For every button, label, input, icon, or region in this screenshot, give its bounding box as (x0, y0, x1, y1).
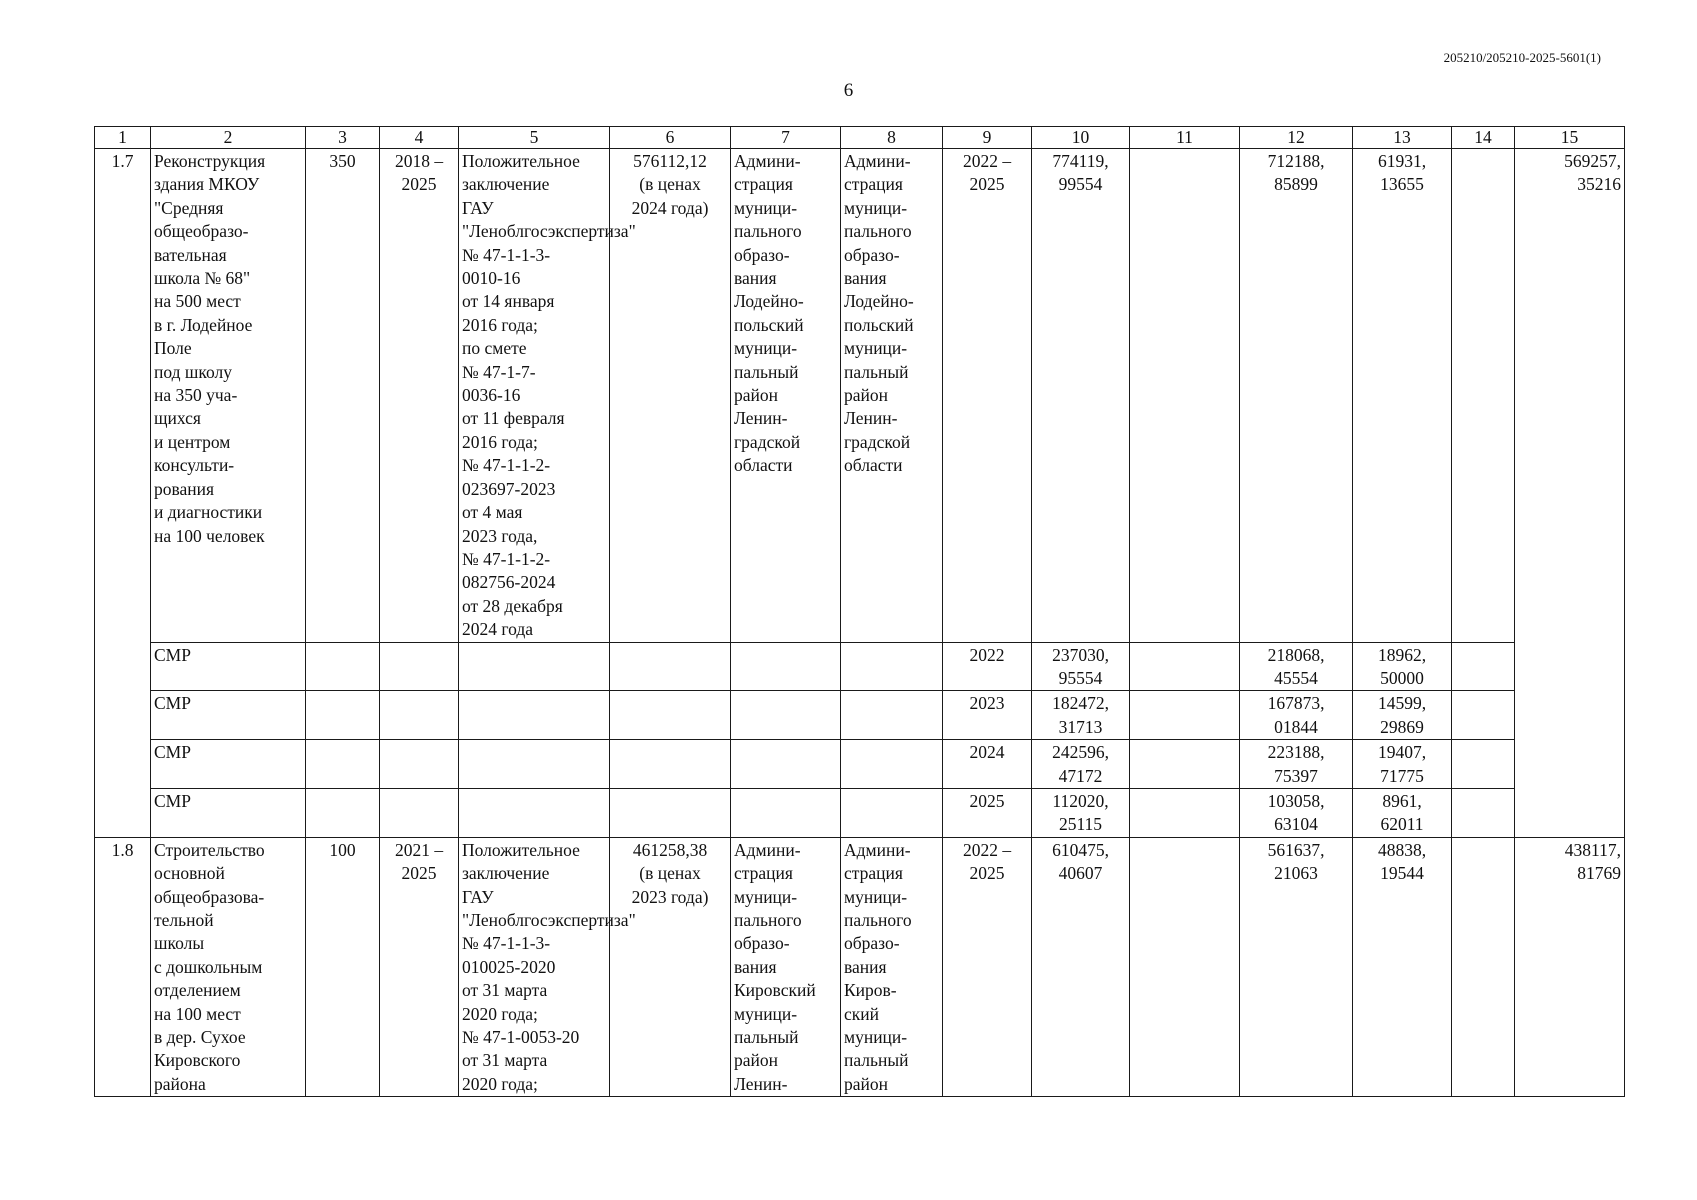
estimated-cost: 461258,38 (в ценах 2023 года) (610, 837, 731, 1096)
other-sources (1452, 149, 1515, 643)
client: Админи- страция муници- пального образо- вания Кировский муници- пальный район Ленин- (731, 837, 841, 1096)
column-number: 5 (459, 127, 610, 149)
financing-year: 2023 (943, 691, 1032, 740)
total-amount: 112020, 25115 (1032, 788, 1130, 837)
total-amount: 610475, 40607 (1032, 837, 1130, 1096)
other-sources (1452, 837, 1515, 1096)
table-row (95, 837, 1625, 1096)
total-amount: 237030, 95554 (1032, 642, 1130, 691)
work-type: СМР (151, 740, 306, 789)
regional-budget: 561637, 21063 (1240, 837, 1353, 1096)
table-row (95, 691, 1625, 740)
local-budget: 8961, 62011 (1353, 788, 1452, 837)
total-amount: 182472, 31713 (1032, 691, 1130, 740)
work-type: СМР (151, 691, 306, 740)
column-number: 15 (1515, 127, 1625, 149)
expert-conclusion: Положительное заключение ГАУ "Леноблгосэкспертиза" № 47-1-1-3- 0010-16 от 14 января 2016 года; по смете № 47-1-7- 0036-16 от 11 февраля 2016 года; № 47-1-1-2- 023697-2023 от 4 мая 2023 года, № 47-1-1-2- 082756-2024 от 28 декабря 2024 года (459, 149, 610, 643)
local-budget: 48838, 19544 (1353, 837, 1452, 1096)
local-budget: 14599, 29869 (1353, 691, 1452, 740)
expert-conclusion: Положительное заключение ГАУ "Леноблгосэкспертиза" № 47-1-1-3- 010025-2020 от 31 марта 2020 года; № 47-1-0053-20 от 31 марта 2020 года; (459, 837, 610, 1096)
object-name: Реконструкция здания МКОУ "Средняя общеобразо- вательная школа № 68" на 500 мест в г. Лодейное Поле под школу на 350 уча- щихся и центром консульти- рования и диагностики на 100 человек (151, 149, 306, 643)
work-type: СМР (151, 788, 306, 837)
column-number: 9 (943, 127, 1032, 149)
regional-budget: 712188, 85899 (1240, 149, 1353, 643)
column-number: 2 (151, 127, 306, 149)
document-id: 205210/205210-2025-5601(1) (1443, 50, 1601, 65)
local-budget: 18962, 50000 (1353, 642, 1452, 691)
regional-budget: 223188, 75397 (1240, 740, 1353, 789)
financing-years: 2022 – 2025 (943, 149, 1032, 643)
column-number: 10 (1032, 127, 1130, 149)
table-row (95, 149, 1625, 643)
column-number: 7 (731, 127, 841, 149)
estimated-cost: 576112,12 (в ценах 2024 года) (610, 149, 731, 643)
row-number: 1.8 (95, 837, 151, 1096)
investment-table (94, 126, 1625, 1097)
construction-period: 2021 – 2025 (380, 837, 459, 1096)
column-number: 1 (95, 127, 151, 149)
row-number: 1.7 (95, 149, 151, 838)
federal-budget (1130, 149, 1240, 643)
object-name: Строительство основной общеобразова- тельной школы с дошкольным отделением на 100 мест в дер. Сухое Кировского района (151, 837, 306, 1096)
remaining-cost: 569257, 35216 (1515, 149, 1625, 838)
regional-budget: 103058, 63104 (1240, 788, 1353, 837)
column-number: 6 (610, 127, 731, 149)
regional-budget: 218068, 45554 (1240, 642, 1353, 691)
column-number: 11 (1130, 127, 1240, 149)
capacity: 100 (306, 837, 380, 1096)
local-budget: 19407, 71775 (1353, 740, 1452, 789)
column-number: 14 (1452, 127, 1515, 149)
work-type: СМР (151, 642, 306, 691)
total-amount: 242596, 47172 (1032, 740, 1130, 789)
remaining-cost: 438117, 81769 (1515, 837, 1625, 1096)
capacity: 350 (306, 149, 380, 643)
construction-period: 2018 – 2025 (380, 149, 459, 643)
table-row (95, 642, 1625, 691)
recipient: Админи- страция муници- пального образо- вания Лодейно- польский муници- пальный район Ленин- градской области (841, 149, 943, 643)
recipient: Админи- страция муници- пального образо- вания Киров- ский муници- пальный район (841, 837, 943, 1096)
financing-year: 2024 (943, 740, 1032, 789)
column-number: 3 (306, 127, 380, 149)
federal-budget (1130, 837, 1240, 1096)
page-number: 6 (843, 80, 854, 101)
regional-budget: 167873, 01844 (1240, 691, 1353, 740)
table-row (95, 788, 1625, 837)
financing-year: 2022 (943, 642, 1032, 691)
total-amount: 774119, 99554 (1032, 149, 1130, 643)
column-number: 4 (380, 127, 459, 149)
column-number-row (95, 127, 1625, 149)
client: Админи- страция муници- пального образо- вания Лодейно- польский муници- пальный район Ленин- градской области (731, 149, 841, 643)
financing-years: 2022 – 2025 (943, 837, 1032, 1096)
financing-year: 2025 (943, 788, 1032, 837)
column-number: 12 (1240, 127, 1353, 149)
column-number: 8 (841, 127, 943, 149)
local-budget: 61931, 13655 (1353, 149, 1452, 643)
table-row (95, 740, 1625, 789)
column-number: 13 (1353, 127, 1452, 149)
